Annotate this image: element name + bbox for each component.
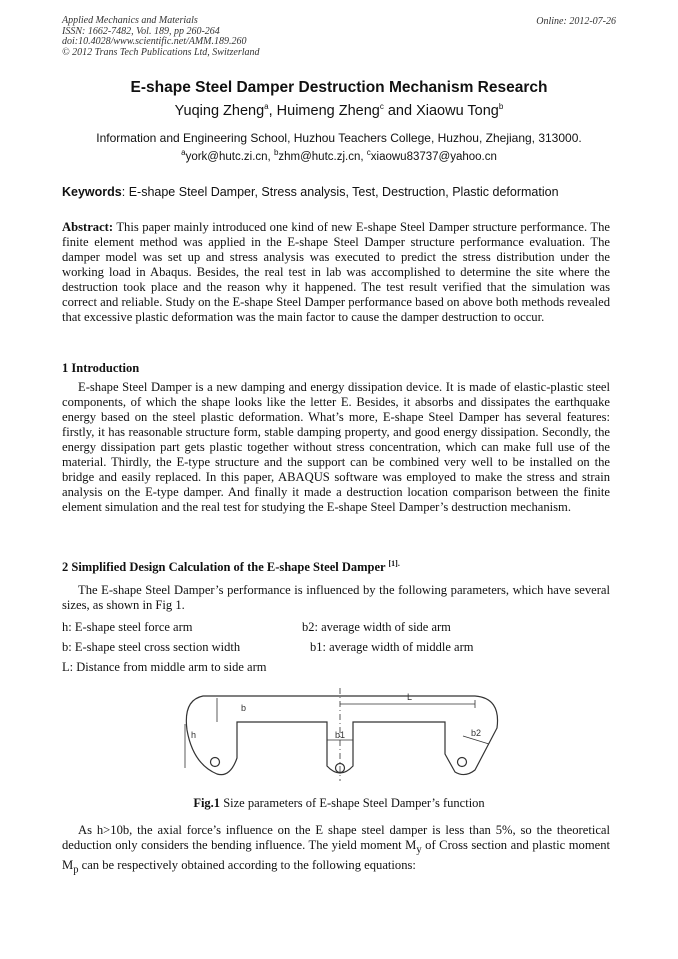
section-1-paragraph: E-shape Steel Damper is a new damping and energy dissipation device. It is made of elastic-plastic steel components, of which the shape looks like the letter E. Besides, it absorbs and dissipates the earthquake energy based on the steel plastic deformation. What’s more, E-shape Steel Damper has several features: firstly, it has reasonable structure form, stable damping property, and good energy dissipation. Secondly, the energy dissipation part gets plastic together without stress concentration, which can make full use of the material. Thirdly, the E-type structure and the support can be combined very well to be installed on the bridge and easily replaced. In this paper, ABAQUS software was employed to make the stress and strain analysis on the E-type damper. And finally it made a destruction location comparison between the finite element simulation and the real test for studying the E-shape Steel Damper’s destruction mechanism.: [62, 380, 610, 514]
section-2-intro: The E-shape Steel Damper’s performance is influenced by the following parameters, which have several sizes, as shown in Fig 1.: [62, 583, 610, 612]
abstract-label: Abstract:: [62, 220, 114, 234]
author-list: [0, 103, 678, 119]
param-h: h: E-shape steel force arm: [62, 620, 193, 634]
email-list: [0, 148, 678, 163]
figure-caption: [0, 796, 678, 811]
author-separator: ,: [268, 103, 277, 119]
email-3-mark: c: [366, 148, 371, 158]
section-1-heading: 1 Introduction: [62, 361, 140, 375]
section-2-heading: [62, 560, 400, 575]
author-separator: and: [383, 103, 417, 119]
author-2: Huimeng Zheng: [276, 103, 380, 119]
param-b2: b2: average width of side arm: [302, 620, 451, 634]
e-shape-damper-figure: [175, 686, 510, 786]
para-sub-y: y: [416, 844, 422, 856]
email-1-mark: a: [181, 148, 186, 158]
fig-label-h: h: [191, 730, 197, 740]
email-2: zhm@hutc.zj.cn,: [278, 151, 367, 163]
para-part-2: of Cross section and plastic moment M: [62, 838, 611, 872]
copyright-line: © 2012 Trans Tech Publications Ltd, Switzerland: [62, 46, 260, 58]
keywords-label: Keywords: [62, 185, 122, 199]
email-2-mark: b: [273, 148, 279, 158]
section-2-paragraph: [62, 823, 610, 877]
fig-label-b1: b1: [335, 730, 346, 740]
journal-header: [62, 16, 260, 58]
author-1-mark: a: [264, 102, 269, 112]
section-2-title: 2 Simplified Design Calculation of the E-shape Steel Damper: [62, 560, 386, 574]
para-part-1: As h>10b, the axial force’s influence on the E shape steel damper is less than 5%, so the theoretical deduction only considers the bending influence. The yield moment M: [62, 823, 610, 852]
param-L: L: Distance from middle arm to side arm: [62, 660, 267, 674]
doi-line: doi:10.4028/www.scientific.net/AMM.189.260: [62, 36, 247, 47]
abstract-paragraph: [62, 220, 610, 325]
email-1: york@hutc.zi.cn,: [185, 151, 274, 163]
abstract-text: This paper mainly introduced one kind of new E-shape Steel Damper structure performance. The finite element method was applied in the E-shape Steel Damper structure performance evaluation. The damper model was set up and stress analysis was executed to predict the stress distribution under the working load in Abaqus. Besides, the real test in lab was accomplished to determine the site where the destruction took place and the reason why it happened. The test result verified that the simulation was correct and reliable. Study on the E-shape Steel Damper performance based on above both methods revealed that excessive plastic deformation was the main factor to cause the damper destruction to occur.: [62, 220, 610, 324]
email-3: xiaowu83737@yahoo.cn: [370, 151, 497, 163]
journal-name: Applied Mechanics and Materials: [62, 15, 198, 26]
paper-title: E-shape Steel Damper Destruction Mechanism Research: [130, 79, 548, 96]
issn-line: ISSN: 1662-7482, Vol. 189, pp 260-264: [62, 25, 220, 37]
citation-ref: [1].: [388, 558, 400, 568]
keywords-text: : E-shape Steel Damper, Stress analysis, Test, Destruction, Plastic deformation: [121, 185, 559, 199]
figure-caption-text: Size parameters of E-shape Steel Damper’s function: [220, 796, 485, 810]
fig-label-L: L: [407, 692, 413, 702]
hole-right: [458, 758, 467, 767]
online-date: Online: 2012-07-26: [536, 16, 616, 27]
affiliation: Information and Engineering School, Huzhou Teachers College, Huzhou, Zhejiang, 313000.: [96, 131, 582, 145]
figure-label: Fig.1: [193, 796, 221, 810]
param-b: b: E-shape steel cross section width: [62, 640, 241, 654]
fig-label-b2: b2: [471, 728, 482, 738]
author-3-mark: b: [498, 102, 504, 112]
param-b1: b1: average width of middle arm: [310, 640, 474, 654]
fig-label-b: b: [241, 703, 247, 713]
author-2-mark: c: [379, 102, 384, 112]
hole-left: [211, 758, 220, 767]
keywords-line: [62, 185, 622, 199]
para-part-3: can be respectively obtained according to the following equations:: [78, 857, 416, 872]
author-3: Xiaowu Tong: [416, 103, 499, 119]
author-1: Yuqing Zheng: [174, 103, 265, 119]
para-sub-p: p: [73, 864, 79, 876]
